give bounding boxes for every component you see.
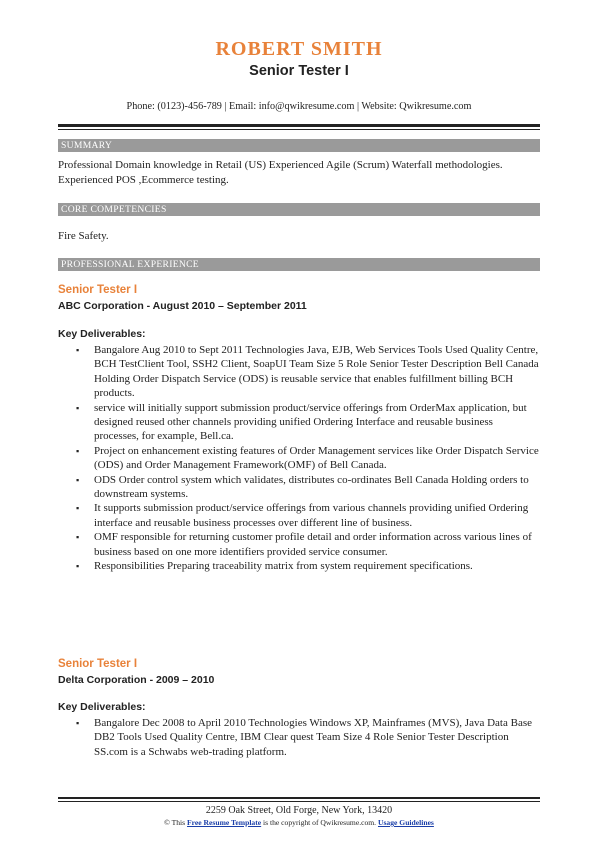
list-item: ▪ Project on enhancement existing features of Order Management services like Order Dispatch Service (ODS) and Order Management Framework(OMF) of Bell Canada. xyxy=(76,444,539,472)
deliverables-list xyxy=(58,343,540,574)
summary-text: Professional Domain knowledge in Retail (US) Experienced Agile (Scrum) Waterfall methodologies. Experienced POS ,Ecommerce testing. xyxy=(58,159,503,186)
free-resume-template-link[interactable]: Free Resume Template xyxy=(187,818,262,827)
bullet-icon: ▪ xyxy=(76,402,80,413)
job-title: Senior Tester I xyxy=(58,284,138,296)
candidate-title: Senior Tester I xyxy=(249,63,349,79)
experience-heading: PROFESSIONAL EXPERIENCE xyxy=(58,258,540,271)
footer-divider-thin xyxy=(58,801,540,802)
bullet-icon: ▪ xyxy=(76,503,80,514)
list-item: ▪ ODS Order control system which validates, distributes co-ordinates Bell Canada Holding orders to downstream systems. xyxy=(76,473,529,501)
deliverables-list xyxy=(58,716,540,759)
list-item: ▪ service will initially support submission product/service offerings from OrderMax application, but designed reused other channels providing unified Ordering Interface and reusable business processes, for example, Bell.ca. xyxy=(76,401,527,443)
header-divider-thick xyxy=(58,124,540,127)
summary-heading: SUMMARY xyxy=(58,139,540,152)
bullet-icon: ▪ xyxy=(76,474,80,485)
job-title: Senior Tester I xyxy=(58,658,138,670)
list-item: ▪ Bangalore Aug 2010 to Sept 2011 Technologies Java, EJB, Web Services Tools Used Quality Centre, BCH TestClient Tool, SSH2 Client, SoapUI Team Size 5 Role Senior Tester Description Bell Canada Holding Order Dispatch Service (ODS) is reusable service that enables fulfillment billing BCH products. xyxy=(76,344,539,400)
competencies-heading: CORE COMPETENCIES xyxy=(58,203,540,216)
competencies-text: Fire Safety. xyxy=(58,230,109,242)
footer-address: 2259 Oak Street, Old Forge, New York, 13420 xyxy=(205,805,393,816)
bullet-icon: ▪ xyxy=(76,718,80,728)
job-company: Delta Corporation - 2009 – 2010 xyxy=(58,674,215,686)
usage-guidelines-link[interactable]: Usage Guidelines xyxy=(377,818,434,827)
footer-copyright: © This Free Resume Template is the copyright of Qwikresume.com. Usage Guidelines xyxy=(164,818,434,827)
header-divider-thin xyxy=(58,129,540,130)
list-item: ▪ It supports submission product/service offerings from various channels providing unified Ordering interface and reusable business processes over different line of business. xyxy=(76,502,529,529)
candidate-name: ROBERT SMITH xyxy=(215,38,383,60)
key-deliverables-label: Key Deliverables: xyxy=(58,701,146,713)
list-item: ▪ Responsibilities Preparing traceability matrix from system requirement specifications. xyxy=(76,560,473,573)
footer-divider-thick xyxy=(58,797,540,799)
list-item: ▪ OMF responsible for returning customer profile detail and order information across various lines of business based on one more identifiers provided service consumer. xyxy=(76,531,532,558)
bullet-icon: ▪ xyxy=(76,345,80,355)
bullet-icon: ▪ xyxy=(76,532,80,543)
job-company: ABC Corporation - August 2010 – September 2011 xyxy=(58,300,307,312)
contact-line: Phone: (0123)-456-789 | Email: info@qwikresume.com | Website: Qwikresume.com xyxy=(126,101,472,112)
list-item: ▪ Bangalore Dec 2008 to April 2010 Technologies Windows XP, Mainframes (MVS), Java Data Base DB2 Tools Used Quality Centre, IBM Clear quest Team Size 4 Role Senior Tester Description SS.com is a Schwabs web-trading platform. xyxy=(76,717,532,758)
bullet-icon: ▪ xyxy=(76,445,80,456)
bullet-icon: ▪ xyxy=(76,561,80,572)
key-deliverables-label: Key Deliverables: xyxy=(58,328,146,340)
